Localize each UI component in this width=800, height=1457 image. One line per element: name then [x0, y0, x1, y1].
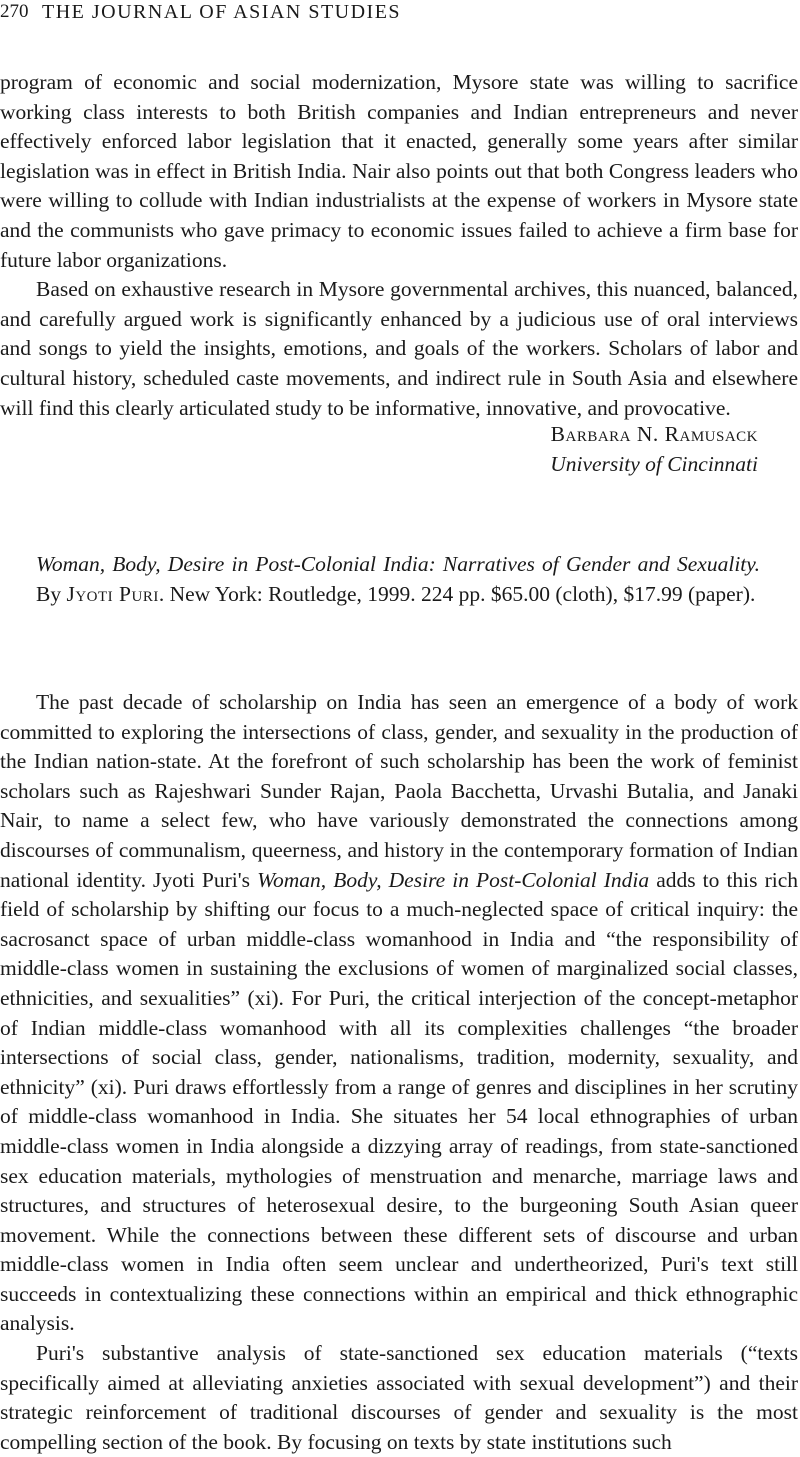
book-citation [36, 550, 760, 609]
review-two-paragraph-2: Puri's substantive analysis of state-sanctioned sex education materials (“texts specifically aimed at alleviating anxieties associated with sexual development”) and their strategic reinforcement of traditional discourses of gender and sexuality is the most compelling section of the book. By focusing on texts by state institutions such [0, 1341, 798, 1454]
page-number: 270 [0, 1, 29, 22]
journal-running-head: THE JOURNAL OF ASIAN STUDIES [42, 1, 402, 23]
review-two-body [0, 688, 798, 1457]
review-one-paragraph-1: program of economic and social modernization, Mysore state was willing to sacrifice working class interests to both British companies and Indian entrepreneurs and never effectively enforced labor legislation that it enacted, generally some years after similar legislation was in effect in British India. Nair also points out that both Congress leaders who were willing to collude with Indian industrialists at the expense of workers in Mysore state and the communists who gave primacy to economic issues failed to achieve a firm base for future labor organizations. [0, 70, 798, 272]
running-header [0, 0, 800, 30]
review-two-inline-title: Woman, Body, Desire in Post-Colonial India [257, 867, 650, 892]
reviewer-signature [0, 420, 758, 479]
review-one-paragraph-2: Based on exhaustive research in Mysore governmental archives, this nuanced, balanced, and carefully argued work is significantly enhanced by a judicious use of oral interviews and songs to yield the insights, emotions, and goals of the workers. Scholars of labor and cultural history, scheduled caste movements, and indirect rule in South Asia and elsewhere will find this clearly articulated study to be informative, innovative, and provocative. [0, 277, 798, 420]
review-two-paragraph-1 [0, 688, 798, 1339]
review-one-body [0, 68, 798, 423]
publication-details: . New York: Routledge, 1999. 224 pp. $65.00 (cloth), $17.99 (paper). [158, 581, 756, 606]
reviewer-name: Barbara N. Ramusack [550, 422, 758, 446]
book-author: Jyoti Puri [66, 581, 159, 606]
review-two-paragraph-1-part-2: adds to this rich field of scholarship by shifting our focus to a much-neglected space of critical inquiry: the sacrosanct space of urban middle-class womanhood in India and “the responsibility of middle-class women in sustaining the exclusions of women of marginalized social classes, ethnicities, and sexualities” (xi). For Puri, the critical interjection of the concept-metaphor of Indian middle-class womanhood with all its complexities challenges “the broader intersections of social class, gender, nationalisms, tradition, modernity, sexuality, and ethnicity” (xi). Puri draws effortlessly from a range of genres and disciplines in her scrutiny of middle-class womanhood in India. She situates her 54 local ethnographies of urban middle-class women in India alongside a dizzying array of readings, from state-sanctioned sex education materials, mythologies of menstruation and menarche, marriage laws and structures, and structures of heterosexual desire, to the burgeoning South Asian queer movement. While the connections between these different sets of discourse and urban middle-class women in India often seem unclear and undertheorized, Puri's text still succeeds in contextualizing these connections within an empirical and thick ethnographic analysis. [0, 867, 798, 1336]
review-two-paragraph-1-part-1: The past decade of scholarship on India has seen an emergence of a body of work committed to exploring the intersections of class, gender, and sexuality in the production of the Indian nation-state. At the forefront of such scholarship has been the work of feminist scholars such as Rajeshwari Sunder Rajan, Paola Bacchetta, Urvashi Butalia, and Janaki Nair, to name a select few, who have variously demonstrated the connections among discourses of communalism, queerness, and history in the contemporary formation of Indian national identity. Jyoti Puri's [0, 690, 798, 892]
book-by: By [36, 581, 62, 606]
book-title: Woman, Body, Desire in Post-Colonial India: Narratives of Gender and Sexuality. [36, 552, 760, 576]
reviewer-affiliation: University of Cincinnati [550, 451, 758, 476]
